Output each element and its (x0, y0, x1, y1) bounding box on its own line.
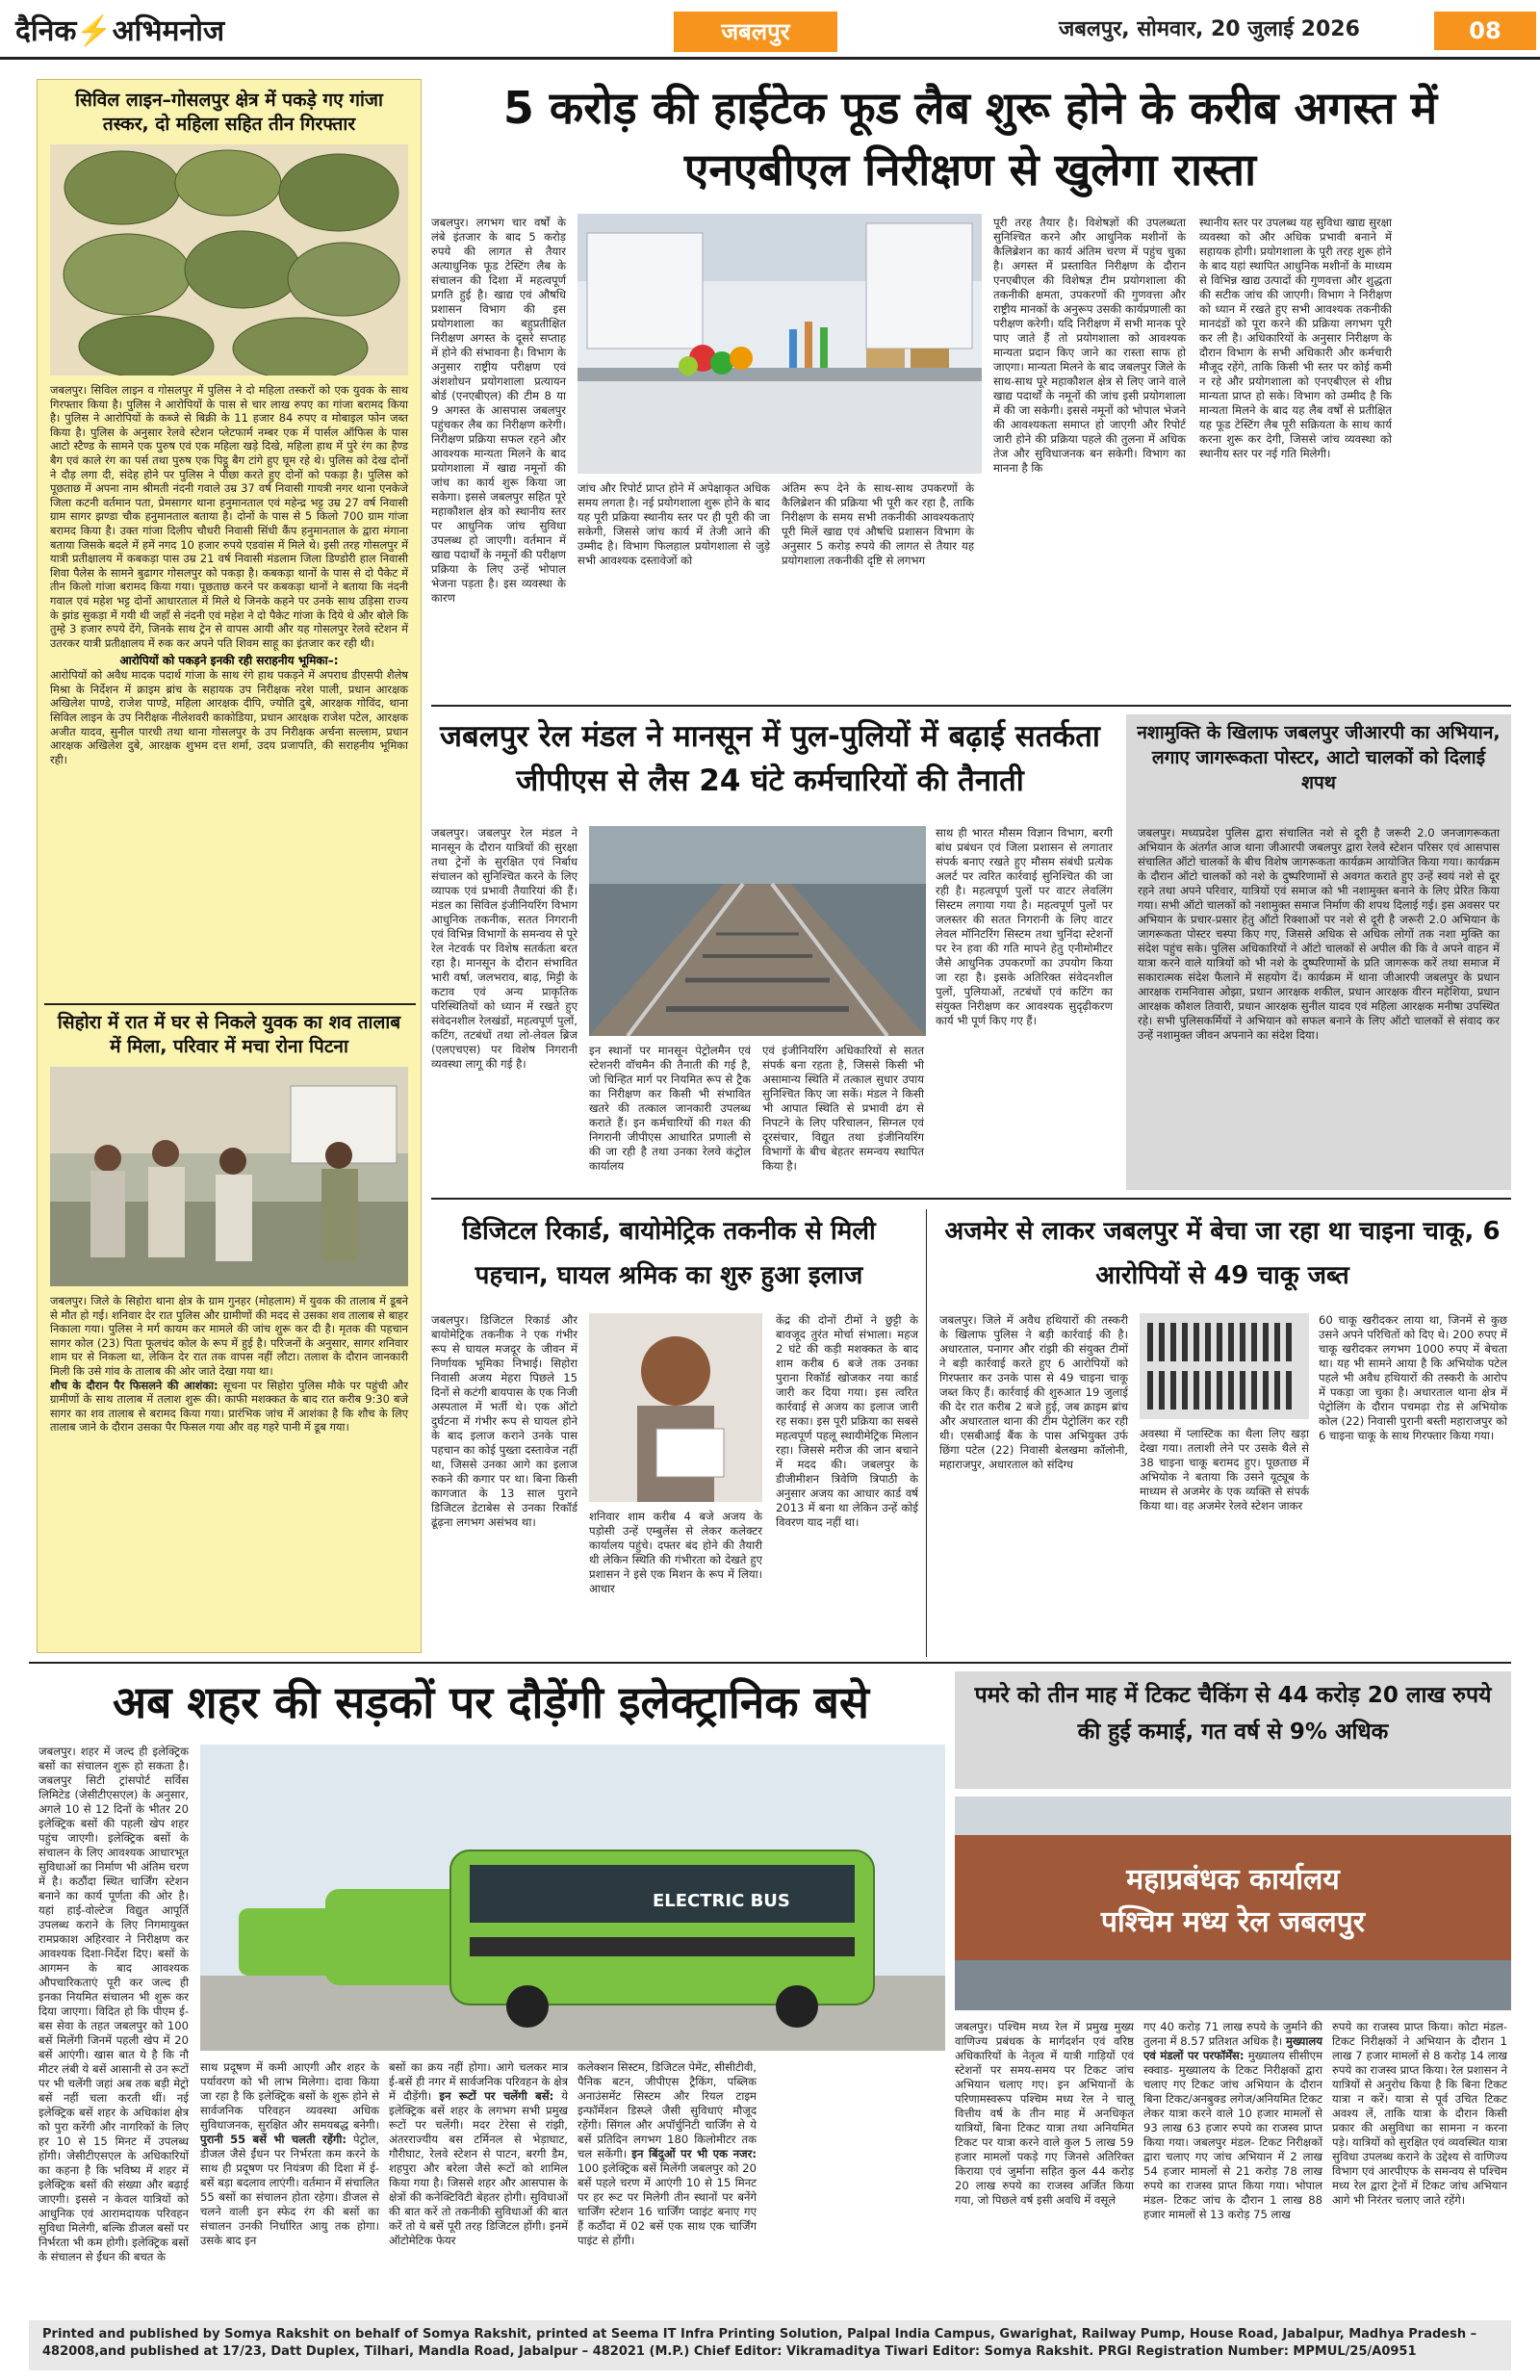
drowning-subhead: शौच के दौरान पैर फिसलने की आशंका: (50, 1378, 218, 1392)
page-number: 08 (1430, 12, 1536, 50)
bus-label: ELECTRIC BUS (653, 1891, 790, 1911)
gm-office-building-illustration (955, 1797, 1511, 2010)
divider (926, 1209, 927, 1657)
sign-line2: पश्चिम मध्य रेल जबलपुर (1100, 1905, 1366, 1939)
drowning-headline: सिहोरा में रात में घर से निकले युवक का शव तालाब में मिला, परिवार में मचा रोना पिटना (57, 1012, 401, 1057)
ganja-headline: सिविल लाइन–गोसलपुर क्षेत्र में पकड़े गए गांजा तस्कर, दो महिला सहित तीन गिरफ्तार (75, 90, 383, 135)
story-ganja (50, 89, 408, 766)
nasha-body: जबलपुर। मध्यप्रदेश पुलिस द्वारा संचालित नशे से दूरी है जरूरी 2.0 जनजागरूकता अभियान के अंतर्गत आज थाना जीआरपी जबलपुर द्वारा रेलवे स्टेशन परिसर एवं आसपास संचालित ऑटो चालकों के बीच विशेष जागरूकता कार्यक्रम आयोजित किया गया। कार्यक्रम के दौरान ऑटो चालकों को नशे के दुष्परिणामों से अवगत कराते हुए उन्हें स्वयं नशे से दूर रहने तथा अपने परिवार, यात्रियों एवं समाज को भी नशामुक्त बनाने के लिए प्रेरित किया गया। सभी ऑटो चालकों को नशामुक्त समाज निर्माण की शपथ दिलाई गई। इस अवसर पर अभियान के प्रचार-प्रसार हेतु ऑटो रिक्शाओं पर नशे से दूरी है जरूरी 2.0 अभियान के जागरूकता पोस्टर चस्पा किए गए, जिससे अधिक से अधिक लोगों तक नशा मुक्ति का संदेश पहुंच सके। पुलिस अधिकारियों ने ऑटो चालकों से अपील की कि वे अपने वाहन में यात्रा करने वाले यात्रियों को भी नशे के दुष्परिणामों के प्रति जागरूक करें तथा समाज में सकारात्मक संदेश फैलाने में सहयोग दें। कार्यक्रम में थाना जीआरपी जबलपुर के प्रधान आरक्षक रामनिवास ओझा, प्रधान आरक्षक शकील, प्रधान आरक्षक वीरन महेशिया, प्रधान आरक्षक कौशल तिवारी, प्रधान आरक्षक सुनील यादव एवं महिला आरक्षक मनीषा उपस्थित रहे। सभी पुलिसकर्मियों ने अभियान को सफल बनाने के लिए ऑटो चालकों से संवाद कर उन्हें नशामुक्त जीवन अपनाने का संदेश दिया। (1138, 826, 1500, 1042)
ebus-sub3: इन रूटों पर चलेंगी बसें: (439, 2089, 554, 2103)
digital-headline: डिजिटल रिकार्ड, बायोमेट्रिक तकनीक से मिली पहचान, घायल श्रमिक का शुरु हुआ इलाज (462, 1217, 876, 1290)
chaku-photo (1140, 1313, 1309, 1419)
ticket-photo (955, 1797, 1511, 2010)
food-lab-col1: जबलपुर। लगभग चार वर्षों के लंबे इंतजार के बाद 5 करोड़ रुपये की लागत से तैयार अत्याधुनिक फूड टेस्टिंग लैब के संचालन की दिशा में महत्वपूर्ण प्रगति हुई है। खाद्य एवं औषधि प्रशासन विभाग की इस प्रयोगशाला का बहुप्रतीक्षित निरीक्षण अगस्त के दूसरे सप्ताह में होने की संभावना है। विभाग के अनुसार राष्ट्रीय परीक्षण एवं अंशशोधन प्रयोगशाला प्रत्यायन बोर्ड (एनएबीएल) की टीम 8 या 9 अगस्त के आसपास जबलपुर पहुंचकर लैब का निरीक्षण करेगी। निरीक्षण प्रक्रिया सफल रहने और आवश्यक मान्यता मिलने के बाद प्रयोगशाला में खाद्य नमूनों की जांच का कार्य शुरू किया जा सकेगा। इससे जबलपुर सहित पूरे महाकौशल क्षेत्र को स्थानीय स्तर पर आधुनिक जांच सुविधा उपलब्ध हो जाएगी। वर्तमान में खाद्य पदार्थों के नमूनों की परीक्षण प्रक्रिया के लिए उन्हें भोपाल भेजना पड़ता है। इस व्यवस्था के कारण (431, 216, 566, 605)
injured-worker-illustration (589, 1313, 762, 1502)
food-lab-col5: स्थानीय स्तर पर उपलब्ध यह सुविधा खाद्य सुरक्षा व्यवस्था को और अधिक प्रभावी बनाने में सहायक होगी। प्रयोगशाला के पूरी तरह शुरू होने के बाद यहां स्थापित आधुनिक मशीनों के माध्यम से विभिन्न खाद्य उत्पादों की गुणवत्ता और शुद्धता की सटीक जांच की जाएगी। विभाग ने निरीक्षण को ध्यान में रखते हुए सभी आवश्यक तकनीकी मानदंडों को पूरा करने की प्रक्रिया लगभग पूरी कर ली है। अधिकारियों के अनुसार निरीक्षण के दौरान विभाग के सभी अधिकारी और कर्मचारी मौजूद रहेंगे, ताकि किसी भी स्तर पर कोई कमी न रहे और प्रयोगशाला को एनएबीएल से शीघ्र मान्यता प्राप्त हो सके। विभाग को उम्मीद है कि मान्यता मिलने के बाद यह लैब वर्षों से प्रतीक्षित यह फूड टेस्टिंग लैब पूरी सक्रियता के साथ कार्य करना शुरू कर देगी, जिससे जांच व्यवस्था को स्थानीय स्तर पर नई गति मिलेगी। (1199, 216, 1392, 460)
ebus-photo (200, 1745, 945, 2051)
ticket-col2b-text: मुख्यालय सीसीएम स्क्वाड- मुख्यालय के टिकट निरीक्षकों द्वारा चलाए गए टिकट जांच अभियान के दौरान बिना टिकट/अनबुक्ड लगेज/अनियमित टिकट लेकर यात्रा करने वाले 10 हजार मामलों से 93 लाख 63 हजार रुपये का राजस्व प्राप्त किया गया। जबलपुर मंडल- टिकट निरीक्षकों द्वारा चलाए गए जांच अभियान में 2 लाख 54 हजार मामलों से 21 करोड़ 78 लाख रुपये का राजस्व प्राप्त किया गया। भोपाल मंडल- टिकट जांच के दौरान 1 लाख 88 हजार मामलों से 13 करोड़ 75 लाख (1143, 2049, 1323, 2221)
ticket-col2 (1143, 2020, 1322, 2222)
drowning-photo (50, 1067, 408, 1286)
rail-col3: एवं इंजीनियरिंग अधिकारियों से सतत संपर्क बना रहता है, जिससे किसी भी असामान्य स्थिति में तत्काल सुधार उपाय सुनिश्चित किए जा सकें। मंडल ने किसी भी आपात स्थिति से प्रभावी ढंग से निपटने के लिए परिचालन, सिग्नल एवं दूरसंचार, विद्युत तथा इंजीनियरिंग विभागों के बीच बेहतर समन्वय स्थापित किया है। (762, 1044, 924, 1173)
divider (431, 1198, 1511, 1200)
ticket-col2-text: गए 40 करोड़ 71 लाख रुपये के जुर्माने की तुलना में 8.57 प्रतिशत अधिक है। (1143, 2020, 1322, 2048)
ganja-body2: आरोपियों को अवैध मादक पदार्थ गांजा के साथ रंगे हाथ पकड़ने में अपराध डीएसपी शैलेष मिश्रा के निर्देशन में क्राइम ब्रांच के सहायक उप निरीक्षक नरेश पाली, प्रधान आरक्षक अखिलेश पाण्डे, राजेश पाण्डे, महिला आरक्षक दीपि, ज्योति दुबे, आरक्षक गोविंद, थाना सिविल लाइन के उप निरीक्षक नीलेशवरी काकोडिया, प्रधान आरक्षक राजेश पटेल, आरक्षक अजीत यादव, सुनील पारधी तथा थाना गोसलपुर के उप निरीक्षक अर्चना सल्लाम, प्रधान आरक्षक अखिलेश दुबे, आरक्षक शुभम दत्त शर्मा, उदय प्रजापति, की सराहनीय भूमिका रही। (50, 668, 408, 766)
ebus-col2b-text: पेट्रोल, डीजल जैसे ईंधन पर निर्भरता कम करने के साथ ही प्रदूषण पर नियंत्रण की दिशा में ई-बसें बड़ा बदलाव लाएंगी। वर्तमान में संचालित 55 बसों का संचालन होता रहेगा। डीजल से चलने वाली इन स्फेद रंग की बसों का संचालन उनकी निर्धारित आयु तक होगा। उसके बाद इन (200, 2133, 380, 2247)
story-drowning (50, 1011, 408, 1435)
ebus-col3b-text: ये इलेक्ट्रिक बसें शहर के लगभग सभी प्रमुख रूटों पर चलेंगी। मदर टेरेसा से रांझी, अंतरराज्यीय बस टर्मिनल से भेड़ाघाट, गौरीघाट, रेलवे स्टेशन से पाटन, बरगी डैम, शहपुरा और बरेला जैसे रूटों को शामिल किया गया है। जिससे शहर और आसपास के क्षेत्रों की कनेक्टिविटी बेहतर होगी। सुविधाओं की बात करें तो तकनीकी सुविधाओं की बात करें तो ये बसें पूरी तरह डिजिटल होंगी। इनमें ऑटोमेटिक फेयर (389, 2089, 569, 2247)
rail-col1: जबलपुर। जबलपुर रेल मंडल ने मानसून के दौरान यात्रियों की सुरक्षा तथा ट्रेनों के सुरक्षित एवं निर्बाध संचालन को सुनिश्चित करने के लिए व्यापक एवं प्रभावी तैयारियां की हैं। मंडल का सिविल इंजीनियरिंग विभाग आधुनिक तकनीक, सतत निगरानी एवं विभिन्न विभागों के समन्वय से पूरे रेल नेटवर्क पर विशेष सतर्कता बरत रहा है। मानसून के दौरान संभावित भारी वर्षा, जलभराव, बाढ़, मिट्टी के कटाव एवं अन्य प्राकृतिक परिस्थितियों को ध्यान में रखते हुए संवेदनशील रेलखंडों, महत्वपूर्ण पुलों, कटिंग, तटबंधों तथा लो-लेवल ब्रिज (एलएचएस) पर विशेष निगरानी व्यवस्था लागू की गई है। (431, 826, 578, 1071)
masthead-name-part2: अभिमनोज (112, 14, 225, 48)
food-lab-col2: जांच और रिपोर्ट प्राप्त होने में अपेक्षाकृत अधिक समय लगता है। नई प्रयोगशाला शुरू होने के बाद यह पूरी प्रक्रिया स्थानीय स्तर पर ही पूरी की जा सकेगी, जिससे जांच कार्य में तेजी आने की उम्मीद है। विभाग फिलहाल प्रयोगशाला से जुड़े सभी आवश्यक दस्तावेजों को (578, 481, 770, 567)
lightning-bolt-icon: ⚡ (76, 14, 113, 48)
rail-photo (589, 826, 926, 1036)
seized-knives-illustration (1140, 1313, 1309, 1419)
masthead-logo (15, 10, 224, 49)
ebus-headline: अब शहर की सड़कों पर दौड़ेंगी इलेक्ट्रानिक बसे (112, 1676, 869, 1728)
ebus-col3-text: बसों का क्रय नहीं होगा। आगे चलकर मात्र ई-बसें ही नगर में सार्वजनिक परिवहन के क्षेत्र में दौड़ेंगी। (389, 2060, 568, 2103)
drowning-body2: सूचना पर सिहोरा पुलिस मौके पर पहुंची और ग्रामीणों के साथ तालाब में तलाश शुरू की। काफी मशक्कत के बाद रात करीब 9:30 बजे सागर का शव तालाब से बरामद किया गया। प्रारंभिक जांच में आशंका है कि शौच के लिए तालाब जाने के दौरान उसका पैर फिसल गया और वह गहरे पानी में डूब गया। (50, 1378, 408, 1435)
food-lab-headline: 5 करोड़ की हाईटेक फूड लैब शुरू होने के करीब अगस्त में एनएबीएल निरीक्षण से खुलेगा रास्ता (502, 82, 1438, 195)
ganja-subhead: आरोपियों को पकड़ने इनकी रही सराहनीय भूमिका–: (119, 654, 339, 668)
ticket-col1: जबलपुर। पश्चिम मध्य रेल में प्रमुख मुख्य वाणिज्य प्रबंधक के मार्गदर्शन एवं वरिष्ठ अधिकारियों के नेतृत्व में यात्री गाड़ियों एवं स्टेशनों पर समय-समय पर टिकट जांच अभियान चलाए गए। इन अभियानों के परिणामस्वरूप पश्चिम मध्य रेल ने चालू वित्तीय वर्ष के तीन माह में अनधिकृत यात्रियों, बिना टिकट यात्रा तथा अनियमित टिकट पर यात्रा करने वाले कुल 5 लाख 59 हजार मामलों पकड़े गए जिनसे अतिरिक्त किराया एवं जुर्माना सहित कुल 44 करोड़ 20 लाख रुपये का राजस्व अर्जित किया गया, जो पिछले वर्ष इसी अवधि में वसूले (955, 2020, 1134, 2207)
ebus-col2 (200, 2060, 379, 2248)
nasha-headline: नशामुक्ति के खिलाफ जबलपुर जीआरपी का अभियान, लगाए जागरूकता पोस्टर, आटो चालकों को दिलाई शपथ (1137, 722, 1501, 793)
rail-col4: साथ ही भारत मौसम विज्ञान विभाग, बरगी बांध प्रबंधन एवं जिला प्रशासन से लगातार संपर्क बनाए रखते हुए मौसम संबंधी प्रत्येक अलर्ट पर त्वरित कार्रवाई सुनिश्चित की जा रही है। महत्वपूर्ण पुलों पर वाटर लेवलिंग सिस्टम लगाया गया है। महत्वपूर्ण पुलों पर जलस्तर की सतत निगरानी के लिए वाटर लेवल मॉनिटरिंग सिस्टम तथा चुनिंदा स्टेशनों पर रेन हवा की गति मापने हेतु एनीमोमीटर जैसे आधुनिक उपकरणों का उपयोग किया जा रहा है। इसके अतिरिक्त संवेदनशील पुलों, पुलियाओं, तटबंधों एवं कटिंग का संयुक्त निरीक्षण कर आवश्यक सुदृढ़ीकरण कार्य भी पूर्ण किए गए हैं। (936, 826, 1113, 1027)
drowning-body: जबलपुर। जिले के सिहोरा थाना क्षेत्र के ग्राम गुनहर (मोहलाम) में युवक की तालाब में डूबने से मौत हो गई। शनिवार देर रात पुलिस और ग्रामीणों की मदद से उसका शव तालाब से बाहर निकाला गया। पुलिस ने मर्ग कायम कर मामले की जांच शुरू कर दी है। मृतक की पहचान सागर कोल (23) पिता फूलचंद कोल के रूप में हुई है। परिजनों के अनुसार, सागर शनिवार शाम घर से निकला था, लेकिन देर रात तक वापस नहीं लौटा। तलाश के दौरान जानकारी मिली कि उसे गांव के तालाब की ओर जाते देखा गया था। (50, 1294, 408, 1378)
ganja-photo (50, 144, 408, 375)
chaku-headline: अजमेर से लाकर जबलपुर में बेचा जा रहा था चाइना चाकू, 6 आरोपियों से 49 चाकू जब्त (944, 1217, 1501, 1290)
ticket-headline: पमरे को तीन माह में टिकट चैकिंग से 44 करोड़ 20 लाख रुपये की हुई कमाई, गत वर्ष से 9% अधिक (974, 1683, 1492, 1745)
chaku-col3: 60 चाकू खरीदकर लाया था, जिनमें से कुछ उसने अपने परिचितों को दिए थे। 200 रुपए में चाकू खरीदकर लगभग 1000 रुपए में बेचता था। यह भी सामने आया है कि अभियोक पटेल पहले भी अवैध हथियारों की तस्करी के आरोप में पकड़ा जा चुका है। अधारताल थाना क्षेत्र में पेट्रोलिंग के दौरान पचमढ़ा रोड से अभियोक कोल (22) निवासी पुरानी बस्ती महाराजपुर को 6 चाइना चाकू के साथ गिरफ्तार किया गया। (1319, 1313, 1507, 1442)
page-header (0, 0, 1540, 60)
food-lab-col3: अंतिम रूप देने के साथ-साथ उपकरणों के कैलिब्रेशन की प्रक्रिया भी पूरी कर रहा है, ताकि निरीक्षण के समय सभी तकनीकी आवश्यकताएं पूरी मिलें खाद्य एवं औषधि प्रशासन विभाग के अनुसार 5 करोड़ रुपये की लागत से तैयार यह प्रयोगशाला तकनीकी दृष्टि से लगभग (782, 481, 974, 567)
ebus-sub2: पुरानी 55 बसें भी चलती रहेंगी: (200, 2133, 347, 2146)
laboratory-illustration (578, 214, 982, 474)
ebus-col4-text: कलेक्शन सिस्टम, डिजिटल पेमेंट, सीसीटीवी, पैनिक बटन, जीपीएस ट्रैकिंग, पब्लिक अनाउंसमेंट सिस्टम और रियल टाइम इन्फॉर्मेशन डिस्प्ले जैसी सुविधाएं मौजूद रहेंगी। सिंगल और अपॉर्चुनिटी चार्जिंग से ये बसें प्रतिदिन लगभग 180 किलोमीटर तक चल सकेंगी। (578, 2060, 757, 2160)
dateline: जबलपुर, सोमवार, 20 जुलाई 2026 (1059, 17, 1360, 41)
ebus-col1: जबलपुर। शहर में जल्द ही इलेक्ट्रिक बसों का संचालन शुरू हो सकता है। जबलपुर सिटी ट्रांसपोर्ट सर्विस लिमिटेड (जेसीटीएसएल) के अनुसार, अगले 10 से 12 दिनों के भीतर 20 इलेक्ट्रिक बसों की पहली खेप शहर पहुंच जाएगी। इलेक्ट्रिक बसों के संचालन के लिए आवश्यक आधारभूत सुविधाओं का निर्माण भी अंतिम चरण में है। कठौंदा स्थित चार्जिंग स्टेशन बनाने का कार्य पूर्णता की ओर है। यहां हाई-वोल्टेज विद्युत आपूर्ति उपलब्ध कराने के लिए निगमायुक्त रामप्रकाश अहिरवार ने निरीक्षण कर आवश्यक दिशा-निर्देश दिए। बसों के आगमन के बाद आवश्यक औपचारिकताएं पूरी कर जल्द ही इनका नियमित संचालन भी शुरू कर दिया जाएगा। विदित हो कि पीएम ई-बस सेवा के तहत जबलपुर को 100 बसें मिलेंगी जिनमें पहली खेप में 20 बसें आएंगी। खास बात ये है कि नौ मीटर लंबी ये बसें आसानी से उन रूटों पर भी चलेंगी जहां अब तक बड़ी मेट्रो बसें नहीं चला करती थीं। नई इलेक्ट्रिक बसें शहर के अधिकांश क्षेत्र को पुरा करेंगी और नागरिकों के लिए हर 10 से 15 मिनट में उपलब्ध होंगी। जेसीटीएसएल के अधिकारियों का कहना है कि भविष्य में शहर में इलेक्ट्रिक बसों की संख्या और बढ़ाई जाएगी। इससे न केवल यात्रियों को आधुनिक एवं आरामदायक परिवहन सुविधा मिलेगी, बल्कि डीजल बसों पर निर्भरता भी कम होगी। इलेक्ट्रिक बसों के संचालन से ईंधन की बचत के (38, 1745, 189, 2264)
ebus-col3 (389, 2060, 568, 2248)
digital-photo (589, 1313, 762, 1502)
food-lab-col4: पूरी तरह तैयार है। विशेषज्ञों की उपलब्धता सुनिश्चित करने और आधुनिक मशीनों के कैलिब्रेशन का कार्य अंतिम चरण में पहुंच चुका है। अगस्त में प्रस्तावित निरीक्षण के दौरान एनएबीएल की विशेषज्ञ टीम प्रयोगशाला की तकनीकी क्षमता, उपकरणों की गुणवत्ता और राष्ट्रीय मानकों के अनुरूप उसकी कार्यप्रणाली का परीक्षण करेगी। यदि निरीक्षण में सभी मानक पूरे पाए जाते हैं तो प्रयोगशाला को आवश्यक मान्यता प्रदान किए जाने का रास्ता साफ हो जाएगा। मान्यता मिलने के बाद जबलपुर जिले के साथ-साथ पूरे महाकौशल क्षेत्र से लिए जाने वाले खाद्य पदार्थों के नमूनों की जांच इसी प्रयोगशाला में की जा सकेगी। इससे नमूनों को भोपाल भेजने की आवश्यकता समाप्त हो जाएगी और रिपोर्ट जारी होने की प्रक्रिया पहले की तुलना में अधिक तेज और सुविधाजनक बन सकेगी। विभाग का मानना है कि (993, 216, 1186, 475)
ebus-col2-text: साथ प्रदूषण में कमी आएगी और शहर के पर्यावरण को भी लाभ मिलेगा। दावा किया जा रहा है कि इलेक्ट्रिक बसों के शुरू होने से सार्वजनिक परिवहन व्यवस्था अधिक सुविधाजनक, सुरक्षित और समयबद्ध बनेगी। (200, 2060, 379, 2132)
ebus-col4b-text: 100 इलेक्ट्रिक बसें मिलेंगी जबलपुर को 20 बसें पहले चरण में आएंगी 10 से 15 मिनट पर हर रूट पर मिलेगी तीन स्थानों पर बनेंगे चार्जिंग स्टेशन 16 चार्जिंग प्वाइंट बनाए गए हैं कठौंदा में 02 बसें एक साथ एक चार्जिंग पाइंट से होंगी। (578, 2161, 757, 2247)
digital-col3: केंद्र की दोनों टीमों ने छुट्टी के बावजूद तुरंत मोर्चा संभाला। महज 2 घंटे की कड़ी मशक्कत के बाद शाम करीब 6 बजे तक उनका पुराना रिकॉर्ड खोजकर नया कार्ड जारी कर दिया गया। इस त्वरित कार्रवाई से अजय का इलाज जारी रह सका। इस पूरी प्रक्रिया का सबसे महत्वपूर्ण पहलू स्थायीमेट्रिक मिलान रहा। जिससे मरीज की जान बचाने में मदद की। जबलपुर के डीजीमीशन त्रिवेणि त्रिपाठी के अनुसार अजय का आधार कार्ड वर्ष 2013 में बना था लेकिन उन्हें कोई विवरण याद नहीं था। (776, 1313, 918, 1529)
ticket-col3: रुपये का राजस्व प्राप्त किया। कोटा मंडल- टिकट निरीक्षकों ने अभियान के दौरान 1 लाख 7 हजार मामलों से 8 करोड़ 14 लाख रुपये का राजस्व प्राप्त किया। रेल प्रशासन ने यात्रियों से अनुरोध किया है कि बिना टिकट यात्रा न करें। यात्रा से पूर्व उचित टिकट अवश्य लें, ताकि यात्रा के दौरान किसी प्रकार की असुविधा का सामना न करना पड़े। यात्रियों को सुरक्षित एवं व्यवस्थित यात्रा सुविधा उपलब्ध कराने के उद्देश्य से वाणिज्य विभाग एवं आरपीएफ के समन्वय से पश्चिम मध्य रेल द्वारा ट्रेनों में टिकट जांच अभियान आगे भी निरंतर चलाए जाते रहेंगे। (1332, 2020, 1507, 2207)
sign-line1: महाप्रबंधक कार्यालय (1126, 1863, 1340, 1897)
ticket-sub2: मुख्यालय एवं मंडलों पर परफॉर्मेंस: (1143, 2034, 1322, 2062)
food-lab-photo (578, 214, 982, 474)
ebus-sub4: इन बिंदुओं पर भी एक नजर: (631, 2147, 757, 2160)
masthead-name-part1: दैनिक (15, 14, 77, 48)
city-section-label: जबलपुर (674, 12, 837, 52)
divider (431, 705, 1511, 707)
digital-col2: शनिवार शाम करीब 4 बजे अजय के पड़ोसी उन्हें एम्बुलेंस से लेकर कलेक्टर कार्यालय पहुंचे। दफ्तर बंद होने की तैयारी थी लेकिन स्थिति की गंभीरता को देखते हुए प्रशासन ने इसे एक मिशन के रूप में लिया। आधार (589, 1510, 762, 1595)
rail-col2: इन स्थानों पर मानसून पेट्रोलमैन एवं स्टेशनरी वॉचमैन की तैनाती की गई है, जो चिन्हित मार्ग पर नियमित रूप से ट्रैक का निरीक्षण कर किसी भी संभावित खतरे की तत्काल जानकारी उपलब्ध कराते हैं। इन कर्मचारियों की गश्त की निगरानी जीपीएस आधारित प्रणाली से की जा रही है तथा उनका रेलवे कंट्रोल कार्यालय (589, 1044, 751, 1173)
imprint-footer: Printed and published by Somya Rakshit on behalf of Somya Rakshit, printed at Seema IT Infra Printing Solution, Palpal India Campus, Gwarighat, Railway Pump, House Road, Jabalpur, Madhya Pradesh – 482008,and published at 17/23, Datt Duplex, Tilhari, Mandla Road, Jabalpur – 482021 (M.P.) Chief Editor: Vikramaditya Tiwari Editor: Somya Rakshit. PRGI Registration Number: MPMUL/25/A0951 (29, 2320, 1511, 2370)
chaku-col1: जबलपुर। जिले में अवैध हथियारों की तस्करी के खिलाफ पुलिस ने बड़ी कार्रवाई की है। अधारताल, पनागर और रांझी की संयुक्त टीमों ने बड़ी कार्रवाई करते हुए 6 आरोपियों को गिरफ्तार कर उनके पास से 49 चाइना चाकू जब्त किए हैं। कार्रवाई की शुरुआत 19 जुलाई की देर रात करीब 2 बजे हुई, जब क्राइम ब्रांच और अधारताल थाना की टीम पेट्रोलिंग कर रही थी। एसबीआई बैंक के पास अभियुक्त उर्फ छिंगा पटेल (22) निवासी बेलखमा कॉलोनी, महाराजपुर, अधारताल को संदिग्ध (939, 1313, 1128, 1471)
chaku-col2: अवस्था में प्लास्टिक का थैला लिए खड़ा देखा गया। तलाशी लेने पर उसके थैले से 38 चाइना चाकू बरामद हुए। पूछताछ में अभियोक ने बताया कि उसने यूट्यूब के माध्यम से अजमेर के एक व्यक्ति से संपर्क किया था। वह अजमेर रेलवे स्टेशन जाकर (1140, 1427, 1309, 1513)
railway-track-illustration (589, 826, 926, 1036)
ganja-body: जबलपुर। सिविल लाइन व गोसलपुर में पुलिस ने दो महिला तस्करों को एक युवक के साथ गिरफ्तार किया है। पुलिस ने आरोपियों के पास से चार लाख रुपए का गांजा बरामद किया है। पुलिस ने आरोपियों के कब्जे से बिक्री के 11 हजार 84 रुपए व मोबाइल फोन जब्त किया है। पुलिस के अनुसार रेलवे स्टेशन प्लेटफार्म नम्बर एक में पार्सल ऑफिस के पास आटो स्टैण्ड के सामने एक पुरुष एवं एक महिला खड़े दिखे, महिला हाथ में पुरे रंग का हैण्ड बैग एवं काले रंग का पर्स तथा पुरुष एक पिट्ठू बैग टांगे हुए घूम रहे थे। पुलिस को देख दोनों ने दौड़ लगा दी, संदेह होने पर पुलिस ने पीछा करते हुए दोनों को पकड़ा है। पुलिस को पूछताछ में अपना नाम श्रीमती नंदनी गवाले उम्र 37 वर्ष निवासी गायत्री नगर थाना एनकेजे जिला कटनी वर्तमान पता, प्रेमसागर थाना हनुमानताल एवं महेन्द्र भट्ट उम्र 27 वर्ष निवासी ग्राम सागर झण्डा चौक हनुमानताल बताया है। दोनों के पास से 5 किलो 700 ग्राम गांजा बरामद किया है। उक्त गांजा दिलीप चौधरी निवासी सिंधी कैंप हनुमानताल के द्वारा मंगाना बताया जिसके बदले में हमें नगद 10 हजार रुपये एडवांस में मिले थे। इसी तरह गोसलपुर में यात्री प्रतीक्षालय में कबकड़ा पास उम्र 21 वर्ष निवासी मंडलाम जिला डिण्डोरी हाल निवासी शिवा पैलेस के सामने बुढागर गोसलपुर को पकड़ा है। कबकड़ा थानों के पास से दो पैकेट में तीन किलो गांजा बरामद किया गया। पूछताछ करने पर कबकड़ा थानों ने बताया कि नंदनी गवाल एवं महेश भट्ट दोनों आधारताल में मिले थे जिनके कहने पर उनके साथ उड़िसा राज्य के झांड सुकड़ा में गयी थी जहाँ से नंदनी एवं महेश ने दो पैकेट गांजा के दिये थे और बोले कि तुम्हे 3 हजार रुपये देंगे, जिनके साथ ट्रेन से वापस आयी और यह गोसलपुर रेलवे स्टेशन में उतरकर यात्री प्रतीक्षालय में रुक कर अपने पति शिवम साहू का इंतजार कर रही थी। (50, 383, 408, 650)
electric-buses-illustration (200, 1745, 945, 2051)
digital-col1: जबलपुर। डिजिटल रिकार्ड और बायोमेट्रिक तकनीक ने एक गंभीर रूप से घायल मजदूर के जीवन में निर्णायक भूमिका निभाई। सिहोरा निवासी अजय मेहरा पिछले 15 दिनों से कटंगी बायपास के एक निजी अस्पताल में भर्ती थे। एक ऑटो दुर्घटना में गंभीर रूप से घायल होने के बाद इलाज कराने उनके पास पहचान का कोई पुख्ता दस्तावेज नहीं था, जिससे उनका आगे का इलाज रुकने की कगार पर था। बिना किसी कागजात के 13 साल पुराने डिजिटल डेटाबेस से उनका रिकॉर्ड ढूंढ़ना लगभग असंभव था। (431, 1313, 578, 1529)
divider (44, 1003, 416, 1005)
rail-headline: जबलपुर रेल मंडल ने मानसून में पुल-पुलियों में बढ़ाई सतर्कता जीपीएस से लैस 24 घंटे कर्मचारियों की तैनाती (440, 719, 1100, 798)
villagers-pond-illustration (50, 1067, 408, 1286)
ebus-col4 (578, 2060, 757, 2248)
ganja-packets-illustration (50, 144, 408, 375)
divider (29, 1662, 1511, 1664)
